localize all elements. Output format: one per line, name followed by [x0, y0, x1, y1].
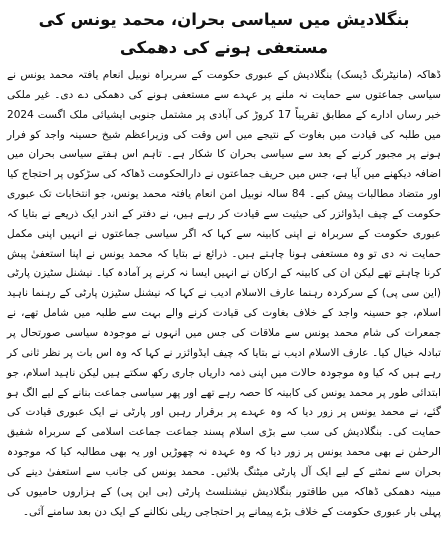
article-headline: بنگلادیش میں سیاسی بحران، محمد یونس کی مستعفی ہونے کی دھمکی	[38, 10, 410, 57]
article-body: ڈھاکہ (مانیٹرنگ ڈیسک) بنگلادیش کے عبوری حکومت کے سربراہ نوبیل انعام یافتہ محمد یونس نے سیاسی جماعتوں سے حمایت نہ ملنے پر عہدے سے مستعفی ہونے کی دھمکی دے دی۔ غیر ملکی خبر رساں ادارے کے مطابق تقریباً 17 کروڑ کی آبادی پر مشتمل جنوبی ایشیائی ملک اگست 2024 میں طلبہ کی قیادت میں بغاوت کے نتیجے میں اس وقت کی وزیراعظم شیخ حسینہ واجد کو فرار ہونے پر مجبور کرنے کے بعد سے سیاسی بحران کا شکار ہے۔ تاہم اس ہفتے سیاسی بحران میں اضافہ دیکھنے میں آیا ہے، جس میں حریف جماعتوں نے دارالحکومت ڈھاکہ کی سڑکوں پر احتجاج کیا اور متضاد مطالبات پیش کیے۔ 84 سالہ نوبیل امن انعام یافتہ محمد یونس، جو انتخابات تک عبوری حکومت کے چیف ایڈوائزر کی حیثیت سے قیادت کر رہے ہیں، نے دفتر کے اندر ایک ذریعے نے بتایا کہ عبوری حکومت کے سربراہ نے اپنی کابینہ سے کہا کہ اگر سیاسی جماعتوں نے انہیں اپنی مکمل حمایت نہ دی تو وہ مستعفی ہونا چاہتے ہیں۔ ذرائع نے بتایا کہ محمد یونس نے اپنا استعفیٰ پیش کرنا چاہتے تھے لیکن ان کی کابینہ کے ارکان نے انہیں ایسا نہ کرنے پر آمادہ کیا۔ نیشنل سٹیزن پارٹی (این سی پی) کے سرکردہ رہنما عارف الاسلام ادیب نے کہا کہ نیشنل سٹیزن پارٹی کے رہنما ناہید اسلام، جو حسینہ واجد کے خلاف بغاوت کی قیادت کرنے والے بہت سے طلبہ میں شامل تھے، نے جمعرات کی شام محمد یونس سے ملاقات کی جس میں انہوں نے موجودہ سیاسی صورتحال پر تبادلہ خیال کیا۔ عارف الاسلام ادیب نے بتایا کہ چیف ایڈوائزر نے کہا کہ وہ اس بات پر نظر ثانی کر رہے ہیں کہ کیا وہ موجودہ حالات میں اپنی ذمہ داریاں جاری رکھ سکتے ہیں لیکن ناہید اسلام، جو ابتدائی طور پر محمد یونس کی کابینہ کا حصہ رہے تھے اور پھر سیاسی جماعت بنانے کے لیے الگ ہو گئے، نے محمد یونس پر زور دیا کہ وہ عہدے پر برقرار رہیں اور پارٹی نے ایک عبوری قیادت کی حمایت کی۔ بنگلادیش کی سب سے بڑی اسلام پسند جماعت جماعت اسلامی کے سربراہ شفیق الرحمٰن نے بھی محمد یونس پر زور دیا کہ وہ عہدہ نہ چھوڑیں اور یہ بھی مطالبہ کیا کہ موجودہ بحران سے نمٹنے کے لیے ایک آل پارٹی میٹنگ بلائیں۔ محمد یونس کی جانب سے استعفیٰ دینے کی مبینہ دھمکی ڈھاکہ میں طاقتور بنگلادیش نیشنلسٹ پارٹی (بی این پی) کے ہزاروں حامیوں کی پہلی بار عبوری حکومت کے خلاف بڑے پیمانے پر احتجاجی ریلی نکالنے کے ایک دن بعد سامنے آئی۔	[7, 69, 442, 518]
